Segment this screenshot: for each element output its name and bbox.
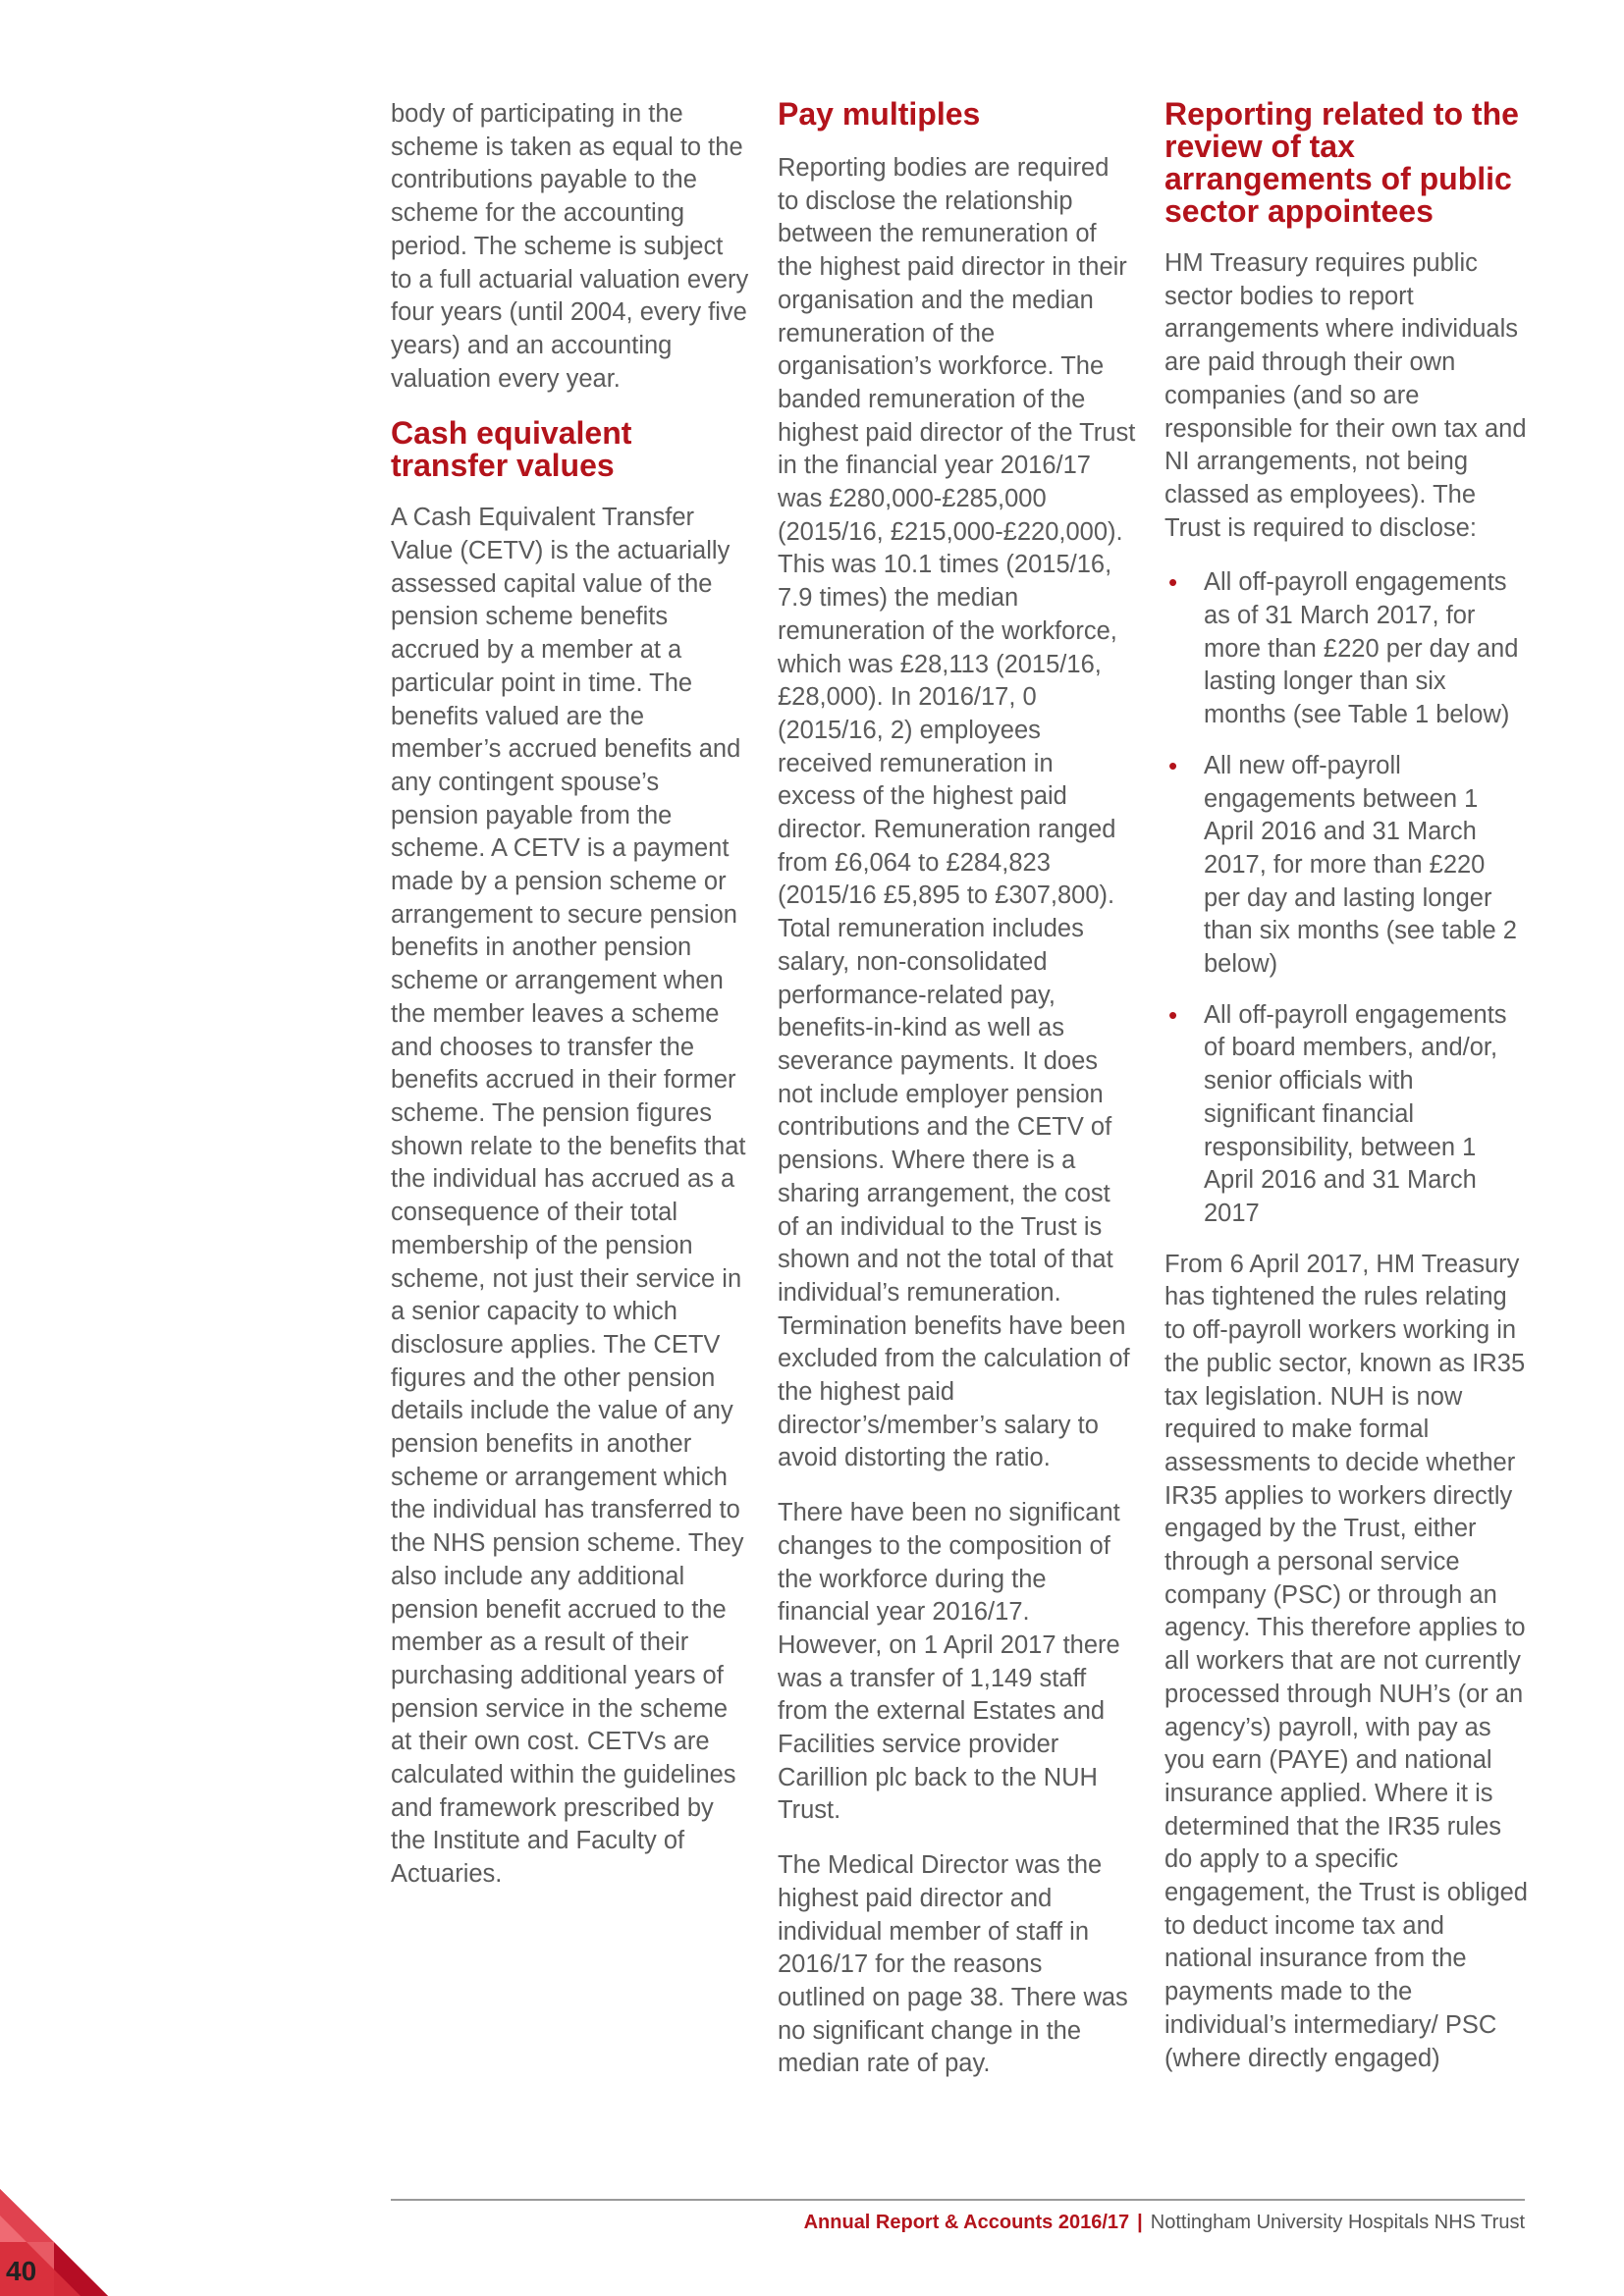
footer xyxy=(804,2211,1525,2234)
heading-cash-equivalent-transfer-values: Cash equivalent transfer values xyxy=(391,415,632,484)
heading-tax-arrangements: Reporting related to the review of tax arrangements of public sector appointees xyxy=(1164,96,1519,229)
page-number: 40 xyxy=(6,2256,37,2286)
list-item-text: All new off-payroll engagements between 1 April 2016 and 31 March 2017, for more than £220 per day and lasting longer than six months (see table 2 below) xyxy=(1204,751,1517,979)
heading-pay-multiples: Pay multiples xyxy=(778,96,981,132)
paragraph-hm-treasury: HM Treasury requires public sector bodies to report arrangements where individuals are paid through their own companies (and so are responsible for their own tax and NI arrangements, not being classed as employees). The Trust is required to disclose: xyxy=(1164,249,1527,542)
bullet-icon: • xyxy=(1168,999,1178,1030)
paragraph-cetv: A Cash Equivalent Transfer Value (CETV) is the actuarially assessed capital value of the pension scheme benefits accrued by a member at a particular point in time. The benefits valued are the member’s accrued benefits and any contingent spouse’s pension payable from the scheme. A CETV is a payment made by a pension scheme or arrangement to secure pension benefits in another pension scheme or arrangement when the member leaves a scheme and chooses to transfer the benefits accrued in their former scheme. The pension figures shown relate to the benefits that the individual has accrued as a consequence of their total membership of the pension scheme, not just their service in a senior capacity to which disclosure applies. The CETV figures and the other pension details include the value of any pension benefits in another scheme or arrangement which the individual has transferred to the NHS pension scheme. They also include any additional pension benefit accrued to the member as a result of their purchasing additional years of pension service in the scheme at their own cost. CETVs are calculated within the guidelines and framework prescribed by the Institute and Faculty of Actuaries. xyxy=(391,504,746,1889)
bullet-icon: • xyxy=(1168,567,1178,598)
column-left xyxy=(391,98,749,1913)
list-item xyxy=(1164,999,1528,1231)
column-right xyxy=(1164,98,1528,2097)
list-item xyxy=(1164,566,1528,732)
paragraph-ir35: From 6 April 2017, HM Treasury has tightened the rules relating to off-payroll workers working in the public sector, known as IR35 tax legislation. NUH is now required to make formal assessments to decide whether IR35 applies to workers directly engaged by the Trust, either through a personal service company (PSC) or through an agency. This therefore applies to all workers that are not currently processed through NUH’s (or an agency’s) payroll, with pay as you earn (PAYE) and national insurance applied. Where it is determined that the IR35 rules do apply to a specific engagement, the Trust is obliged to deduct income tax and national insurance from the payments made to the individual’s intermediary/ PSC (where directly engaged) xyxy=(1164,1250,1528,2072)
footer-report-title: Annual Report & Accounts 2016/17 xyxy=(803,2212,1130,2233)
column-middle xyxy=(778,98,1136,2103)
list-item xyxy=(1164,750,1528,982)
bullet-list xyxy=(1164,566,1528,1230)
bullet-icon: • xyxy=(1168,750,1178,780)
list-item-text: All off-payroll engagements as of 31 March 2017, for more than £220 per day and lasting longer than six months (see Table 1 below) xyxy=(1204,568,1519,729)
footer-organisation: Nottingham University Hospitals NHS Trust xyxy=(1150,2212,1525,2233)
paragraph-workforce-changes: There have been no significant changes to the composition of the workforce during the financial year 2016/17. However, on 1 April 2017 there was a transfer of 1,149 staff from the external Estates and Facilities service provider Carillion plc back to the NUH Trust. xyxy=(778,1499,1120,1825)
paragraph-pay-multiples: Reporting bodies are required to disclose the relationship between the remuneration of the highest paid director in their organisation and the median remuneration of the organisation’s workforce. The banded remuneration of the highest paid director of the Trust in the financial year 2016/17 was £280,000-£285,000 (2015/16, £215,000-£220,000). This was 10.1 times (2015/16, 7.9 times) the median remuneration of the workforce, which was £28,113 (2015/16, £28,000). In 2016/17, 0 (2015/16, 2) employees received remuneration in excess of the highest paid director. Remuneration ranged from £6,064 to £284,823 (2015/16 £5,895 to £307,800). Total remuneration includes salary, non-consolidated performance-related pay, benefits-in-kind as well as severance payments. It does not include employer pension contributions and the CETV of pensions. Where there is a sharing arrangement, the cost of an individual to the Trust is shown and not the total of that individual’s remuneration. Termination benefits have been excluded from the calculation of the highest paid director’s/member’s salary to avoid distorting the ratio. xyxy=(778,154,1136,1472)
paragraph-medical-director: The Medical Director was the highest paid director and individual member of staff in 2016/17 for the reasons outlined on page 38. There was no significant change in the median rate of pay. xyxy=(778,1851,1128,2078)
footer-separator: | xyxy=(1137,2212,1143,2233)
footer-divider xyxy=(391,2199,1525,2201)
list-item-text: All off-payroll engagements of board members, and/or, senior officials with significant financial responsibility, between 1 April 2016 and 31 March 2017 xyxy=(1204,1000,1507,1227)
paragraph-scheme-contributions: body of participating in the scheme is taken as equal to the contributions payable to the scheme for the accounting period. The scheme is subject to a full actuarial valuation every four years (until 2004, every five years) and an accounting valuation every year. xyxy=(391,100,749,393)
